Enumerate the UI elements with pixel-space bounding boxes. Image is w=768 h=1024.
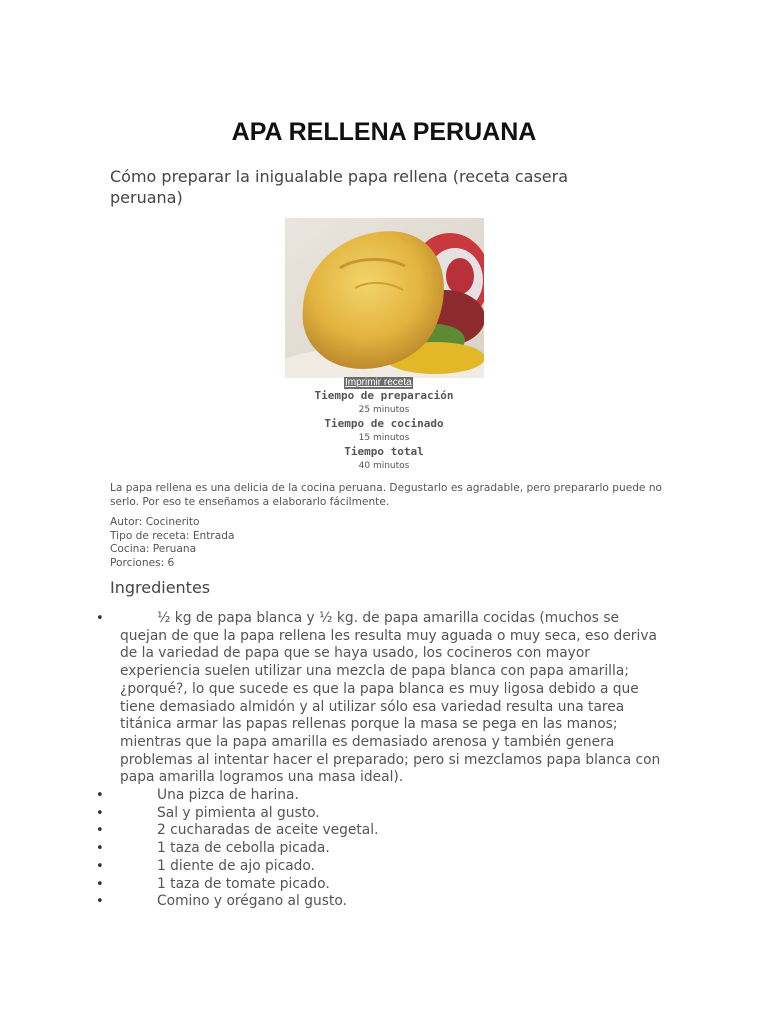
cook-time-value: 15 minutos (358, 433, 410, 443)
total-time-value: 40 minutos (358, 461, 410, 471)
bullet-icon: • (96, 823, 104, 839)
prep-time-value: 25 minutos (358, 405, 410, 415)
ingredient-text: Sal y pimienta al gusto. (157, 804, 320, 821)
bullet-icon: • (96, 841, 104, 857)
bullet-icon: • (96, 788, 104, 804)
ingredient-text: 1 diente de ajo picado. (157, 857, 315, 874)
recipe-details (110, 516, 234, 570)
page-title: APA RELLENA PERUANA (231, 118, 537, 146)
cook-time-label: Tiempo de cocinado (324, 417, 444, 430)
list-item (0, 876, 768, 894)
total-time-label: Tiempo total (344, 445, 424, 458)
ingredient-text: Una pizca de harina. (157, 787, 299, 804)
recipe-intro: La papa rellena es una delicia de la cocina peruana. Degustarlo es agradable, pero prepararlo puede no serlo. Por eso te enseñamos a elaborarlo fácilmente. (110, 482, 663, 508)
ingredient-text: 2 cucharadas de aceite vegetal. (157, 822, 379, 839)
cuisine-line: Cocina: Peruana (110, 543, 197, 555)
list-item (0, 787, 768, 805)
recipe-photo (285, 218, 484, 378)
list-item (0, 893, 768, 911)
ingredients-list (0, 610, 768, 911)
recipe-subtitle: Cómo preparar la inigualable papa rellena (receta casera peruana) (110, 167, 569, 207)
recipe-type-line: Tipo de receta: Entrada (110, 529, 235, 542)
bullet-icon: • (96, 858, 104, 874)
ingredient-text: Comino y orégano al gusto. (157, 893, 347, 910)
papa-rellena-image (285, 218, 484, 378)
bullet-icon: • (96, 894, 104, 910)
bullet-icon: • (96, 876, 104, 892)
ingredient-text: ½ kg de papa blanca y ½ kg. de papa amarilla cocidas (muchos se quejan de que la papa rellena les resulta muy aguada o muy seca, eso deriva de la variedad de papa que se haya usado, los cocineros con mayor experiencia suelen utilizar una mezcla de papa blanca con papa amarilla; ¿porqué?, lo que sucede es que la papa blanca es muy ligosa debido a que tiene demasiado almidón y al utilizar sólo esa variedad resulta una tarea titánica armar las papas rellenas porque la masa se pega en las manos; mientras que la papa amarilla es demasiado arenosa y también genera problemas al intentar hacer el preparado; pero si mezclamos papa blanca con papa amarilla logramos una masa ideal). (120, 610, 661, 786)
bullet-icon: • (96, 805, 104, 821)
list-item (0, 805, 768, 823)
list-item (0, 610, 768, 787)
author-line: Autor: Cocinerito (110, 516, 200, 528)
prep-time-label: Tiempo de preparación (314, 389, 454, 402)
list-item (0, 858, 768, 876)
ingredients-heading: Ingredientes (110, 578, 211, 597)
ingredient-text: 1 taza de tomate picado. (157, 875, 330, 892)
ingredient-text: 1 taza de cebolla picada. (157, 840, 330, 857)
bullet-icon: • (96, 611, 104, 626)
list-item (0, 840, 768, 858)
list-item (0, 822, 768, 840)
print-recipe-link[interactable]: Imprimir receta (345, 377, 412, 388)
servings-line: Porciones: 6 (110, 556, 175, 569)
